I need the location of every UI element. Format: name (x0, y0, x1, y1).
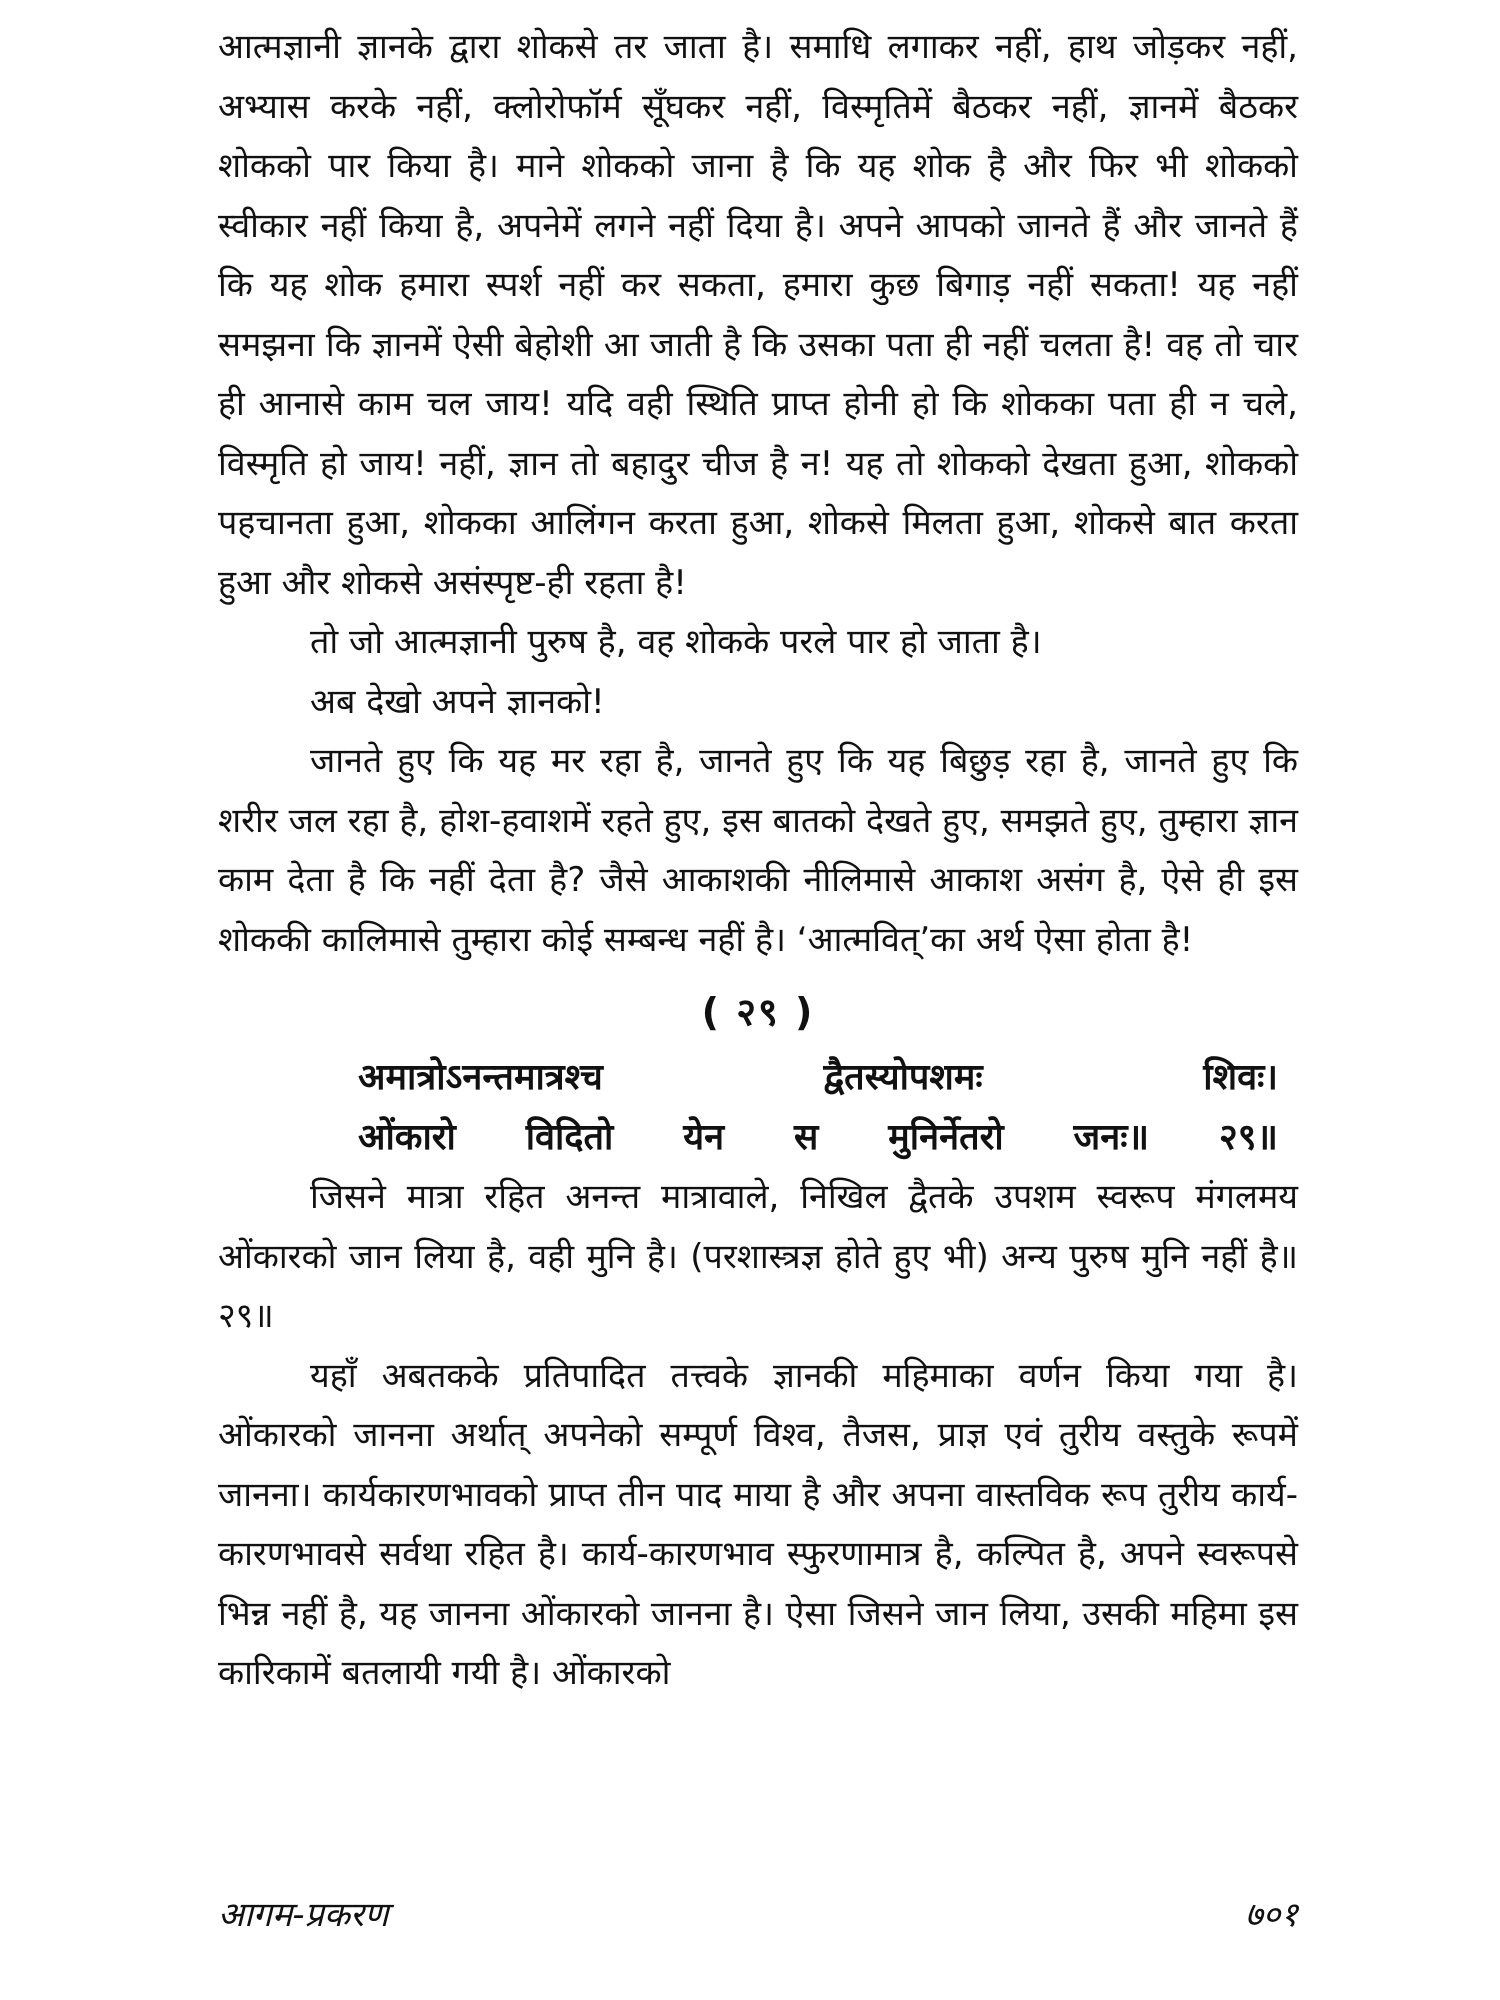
page-content (218, 18, 1298, 1978)
paragraph-2: तो जो आत्मज्ञानी पुरुष है, वह शोकके परले पार हो जाता है। (310, 622, 1042, 662)
paragraph-5: जिसने मात्रा रहित अनन्त मात्रावाले, निखिल द्वैतके उपशम स्वरूप मंगलमय ओंकारको जान लिया है, वही मुनि है। (परशास्त्रज्ञ होते हुए भी) अन्य पुरुष मुनि नहीं है॥ २९॥ (218, 1177, 1298, 1336)
verse-number-heading: ( २९ ) (701, 990, 815, 1034)
paragraph-3: अब देखो अपने ज्ञानको! (310, 681, 605, 722)
paragraph-6: यहाँ अबतकके प्रतिपादित तत्त्वके ज्ञानकी महिमाका वर्णन किया गया है। ओंकारको जानना अर्थात् अपनेको सम्पूर्ण विश्व, तैजस, प्राज्ञ एवं तुरीय वस्तुके रूपमें जानना। कार्यकारणभावको प्राप्त तीन पाद माया है और अपना वास्तविक रूप तुरीय कार्य-कारणभावसे सर्वथा रहित है। कार्य-कारणभाव स्फुरणामात्र है, कल्पित है, अपने स्वरूपसे भिन्न नहीं है, यह जानना ओंकारको जानना है। ऐसा जिसने जान लिया, उसकी महिमा इस कारिकामें बतलायी गयी है। ओंकारको (218, 1355, 1298, 1693)
footer-section-title: आगम-प्रकरण (218, 1895, 389, 1935)
verse-line-1: अमात्रोऽनन्तमात्रश्च द्वैतस्योपशमः शिवः। (358, 1057, 1278, 1098)
page-footer (218, 1890, 1298, 1936)
paragraph-4: जानते हुए कि यह मर रहा है, जानते हुए कि यह बिछुड़ रहा है, जानते हुए कि शरीर जल रहा है, होश-हवाशमें रहते हुए, इस बातको देखते हुए, समझते हुए, तुम्हारा ज्ञान काम देता है कि नहीं देता है? जैसे आकाशकी नीलिमासे आकाश असंग है, ऐसे ही इस शोककी कालिमासे तुम्हारा कोई सम्बन्ध नहीं है। ‘आत्मवित्’का अर्थ ऐसा होता है! (218, 741, 1298, 960)
paragraph-1: आत्मज्ञानी ज्ञानके द्वारा शोकसे तर जाता है। समाधि लगाकर नहीं, हाथ जोड़कर नहीं, अभ्यास करके नहीं, क्लोरोफॉर्म सूँघकर नहीं, विस्मृतिमें बैठकर नहीं, ज्ञानमें बैठकर शोकको पार किया है। माने शोकको जाना है कि यह शोक है और फिर भी शोकको स्वीकार नहीं किया है, अपनेमें लगने नहीं दिया है। अपने आपको जानते हैं और जानते हैं कि यह शोक हमारा स्पर्श नहीं कर सकता, हमारा कुछ बिगाड़ नहीं सकता! यह नहीं समझना कि ज्ञानमें ऐसी बेहोशी आ जाती है कि उसका पता ही नहीं चलता है! वह तो चार ही आनासे काम चल जाय! यदि वही स्थिति प्राप्त होनी हो कि शोकका पता ही न चले, विस्मृति हो जाय! नहीं, ज्ञान तो बहादुर चीज है न! यह तो शोकको देखता हुआ, शोकको पहचानता हुआ, शोकका आलिंगन करता हुआ, शोकसे मिलता हुआ, शोकसे बात करता हुआ और शोकसे असंस्पृष्ट-ही रहता है! (218, 27, 1298, 603)
verse-line-2: ओंकारो विदितो येन स मुनिर्नेतरो जनः॥ २९॥ (358, 1117, 1278, 1158)
page-number: ७०१ (1244, 1895, 1298, 1935)
